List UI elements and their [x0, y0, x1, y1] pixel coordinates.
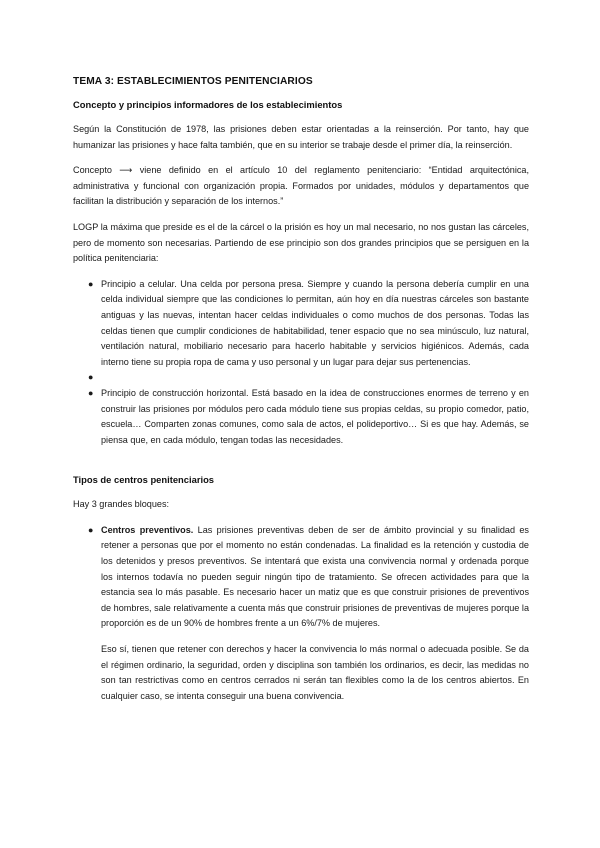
paragraph-logp: LOGP la máxima que preside es el de la cárcel o la prisión es hoy un mal necesario, no nos gustan las cárceles, pero de momento son necesarias. Partiendo de ese principio son dos grandes principios que se persiguen en la política penitenciaria: — [73, 221, 529, 264]
section-heading-tipos: Tipos de centros penitenciarios — [73, 474, 215, 486]
bullet-icon: ● — [88, 524, 94, 535]
list-item-text: Las prisiones preventivas deben de ser de ámbito provincial y su finalidad es retener a personas que por el momento no están condenadas. La finalidad es la retención y custodia de los detenidos y presos preventivos. Se intentará que exista una convivencia normal y ordenada porque los internos todavía no pueden seguir ningún tipo de tratamiento. Se ofrecen actividades para que la estancia sea lo más pasable. Es necesario hacer un matiz que es que construir prisiones de preventivos de hombres, sale relativamente a cuenta más que construir prisiones de preventivas de mujeres porque la proporción es de un 90% de hombres frente a un 6%/7% de mujeres. — [101, 524, 529, 629]
list-item — [73, 386, 529, 448]
document-title: TEMA 3: ESTABLECIMIENTOS PENITENCIARIOS — [73, 76, 313, 87]
bullet-icon: ● — [88, 387, 94, 398]
list-item-text: Principio de construcción horizontal. Está basado en la idea de construcciones enormes de terreno y en construir las prisiones por módulos pero cada módulo tiene sus propias celdas, su propio comedor, patio, escuela… Comparten zonas comunes, como sala de actos, el polideportivo… Si es que hay. Además, se piensa que, en cada módulo, tengan todas las necesidades. — [101, 387, 529, 445]
list-item — [73, 277, 529, 371]
bullet-icon: ● — [88, 372, 94, 383]
section-heading-concepto: Concepto y principios informadores de los establecimientos — [73, 99, 343, 110]
list-item — [73, 523, 529, 705]
paragraph-concepto: Concepto ⟶ viene definido en el artículo 10 del reglamento penitenciario: “Entidad arquitectónica, administrativa y funcional con organización propia. Formados por unidades, módulos y departamentos que facilitan la distribución y separación de los internos.” — [73, 165, 529, 207]
paragraph-constitucion: Según la Constitución de 1978, las prisiones deben estar orientadas a la reinserción. Por tanto, hay que humanizar las prisiones y hace falta también, que en su interior se trabaje desde el primer día, la reinserción. — [73, 124, 529, 150]
principles-list — [73, 277, 529, 449]
bullet-icon: ● — [88, 278, 94, 289]
list-item-paragraph: Eso sí, tienen que retener con derechos y hacer la convivencia lo más normal o adecuada posible. Se da el régimen ordinario, la seguridad, orden y disciplina son también los ordinarios, es decir, las medidas no son tan restrictivas como en centros cerrados ni serán tan flexibles como la de los centros abiertos. En cualquier caso, se intenta conseguir una buena convivencia. — [101, 644, 529, 701]
list-item-term: Centros preventivos. — [101, 524, 194, 535]
centers-list — [73, 523, 529, 705]
list-item-text: Principio a celular. Una celda por persona presa. Siempre y cuando la persona debería cumplir en una celda individual siempre que las condiciones lo permitan, aún hoy en día nuestras cárceles son bastante antiguas y las nuevas, intentan hacer celdas individuales o como muchos de dos personas. Todas las celdas tienen que cumplir condiciones de habitabilidad, tener espacio que no sea minúsculo, luz natural, ventilación natural, mobiliario necesario para hacerlo habitable y servicios higiénicos. Además, cada interno tiene su propia ropa de cama y uso personal y un lugar para dejar sus pertenencias. — [101, 278, 529, 367]
section-spacer — [73, 448, 529, 474]
list-item-empty — [73, 370, 529, 386]
document-content — [73, 76, 529, 704]
paragraph-bloques: Hay 3 grandes bloques: — [73, 499, 170, 510]
